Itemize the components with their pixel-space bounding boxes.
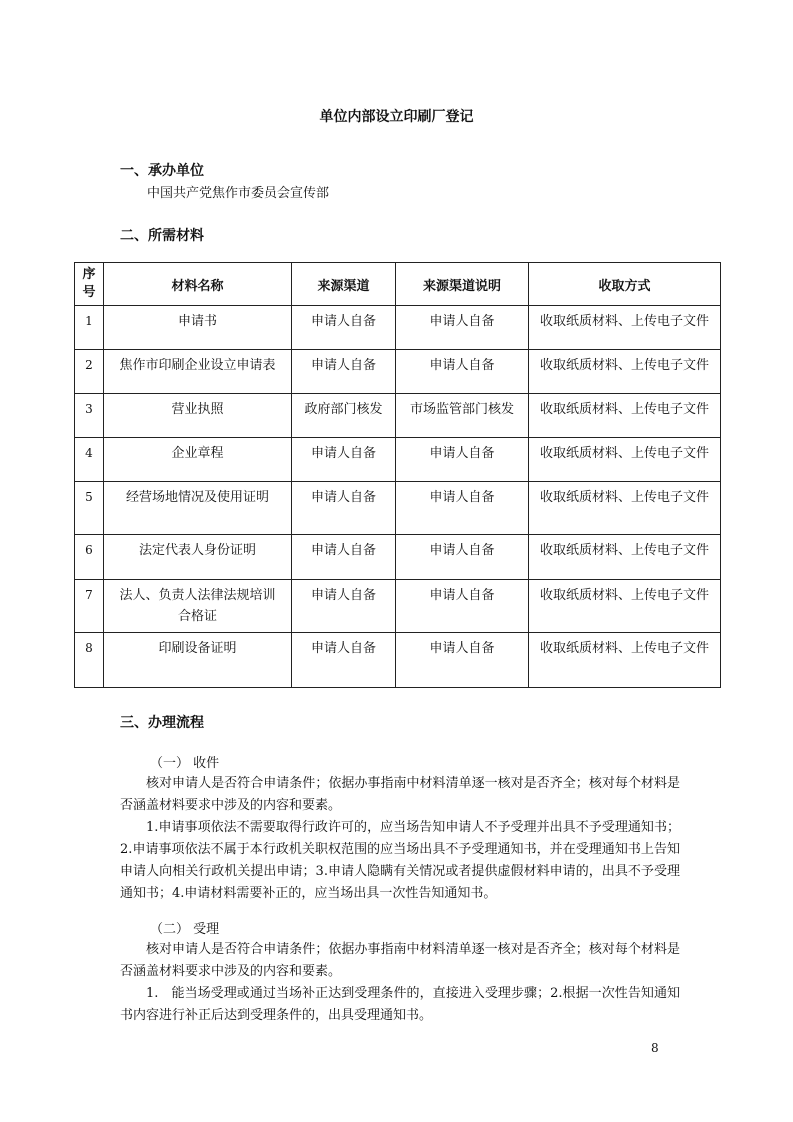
row-no: 2 [75,350,104,394]
row-name: 企业章程 [104,438,292,482]
row-no: 7 [75,580,104,633]
row-no: 4 [75,438,104,482]
row-no: 8 [75,633,104,688]
header-method: 收取方式 [529,263,721,306]
row-method: 收取纸质材料、上传电子文件 [529,580,721,633]
step-1-paragraph-2: 1.申请事项依法不需要取得行政许可的，应当场告知申请人不予受理并出具不予受理通知书；2.申请事项依法不属于本行政机关职权范围的应当场出具不予受理通知书，并在受理通知书上告知申请人向相关行政机关提出申请；3.申请人隐瞒有关情况或者提供虚假材料申请的，出具不予受理通知书；4.申请材料需要补正的，应当场出具一次性告知通知书。 [120,820,680,901]
table-row [75,438,721,482]
row-source: 政府部门核发 [292,394,396,438]
header-source-desc: 来源渠道说明 [396,263,529,306]
row-desc: 申请人自备 [396,580,529,633]
table-row [75,306,721,350]
page-number: 8 [651,1041,659,1055]
section-3-heading: 三、办理流程 [120,715,204,731]
row-source: 申请人自备 [292,350,396,394]
table-row [75,633,721,688]
row-no: 5 [75,482,104,535]
row-method: 收取纸质材料、上传电子文件 [529,438,721,482]
row-name: 申请书 [104,306,292,350]
header-material-name: 材料名称 [104,263,292,306]
row-name: 经营场地情况及使用证明 [104,482,292,535]
row-no: 1 [75,306,104,350]
step-1-paragraph-1: 核对申请人是否符合申请条件；依据办事指南中材料清单逐一核对是否齐全；核对每个材料是否涵盖材料要求中涉及的内容和要素。 [120,776,680,813]
table-row [75,535,721,580]
row-method: 收取纸质材料、上传电子文件 [529,394,721,438]
table-header-row [75,263,721,306]
row-name: 法定代表人身份证明 [104,535,292,580]
row-name: 印刷设备证明 [104,633,292,688]
row-name: 焦作市印刷企业设立申请表 [104,350,292,394]
row-method: 收取纸质材料、上传电子文件 [529,482,721,535]
row-desc: 申请人自备 [396,438,529,482]
row-desc: 申请人自备 [396,535,529,580]
row-desc: 市场监管部门核发 [396,394,529,438]
section-1-heading: 一、承办单位 [120,163,204,179]
row-name: 营业执照 [104,394,292,438]
row-source: 申请人自备 [292,482,396,535]
row-source: 申请人自备 [292,438,396,482]
table-row [75,482,721,535]
table-row [75,580,721,633]
step-2-title: （二） 受理 [150,922,220,937]
table-row [75,350,721,394]
table-row [75,394,721,438]
page-title: 单位内部设立印刷厂登记 [319,109,474,125]
row-no: 6 [75,535,104,580]
row-method: 收取纸质材料、上传电子文件 [529,306,721,350]
row-desc: 申请人自备 [396,633,529,688]
row-source: 申请人自备 [292,306,396,350]
row-desc: 申请人自备 [396,482,529,535]
row-desc: 申请人自备 [396,306,529,350]
step-2-paragraph-1: 核对申请人是否符合申请条件；依据办事指南中材料清单逐一核对是否齐全；核对每个材料是否涵盖材料要求中涉及的内容和要素。 [120,942,680,979]
row-no: 3 [75,394,104,438]
row-source: 申请人自备 [292,535,396,580]
materials-table [74,262,721,688]
section-2-heading: 二、所需材料 [120,228,204,244]
row-method: 收取纸质材料、上传电子文件 [529,350,721,394]
row-source: 申请人自备 [292,580,396,633]
handling-unit: 中国共产党焦作市委员会宣传部 [147,186,330,201]
header-no: 序号 [75,263,104,306]
row-method: 收取纸质材料、上传电子文件 [529,633,721,688]
row-method: 收取纸质材料、上传电子文件 [529,535,721,580]
row-desc: 申请人自备 [396,350,529,394]
header-source: 来源渠道 [292,263,396,306]
row-source: 申请人自备 [292,633,396,688]
step-1-title: （一） 收件 [150,756,220,771]
step-2-paragraph-2: 1. 能当场受理或通过当场补正达到受理条件的，直接进入受理步骤；2.根据一次性告知通知书内容进行补正后达到受理条件的，出具受理通知书。 [120,986,680,1023]
row-name: 法人、负责人法律法规培训合格证 [104,580,292,633]
